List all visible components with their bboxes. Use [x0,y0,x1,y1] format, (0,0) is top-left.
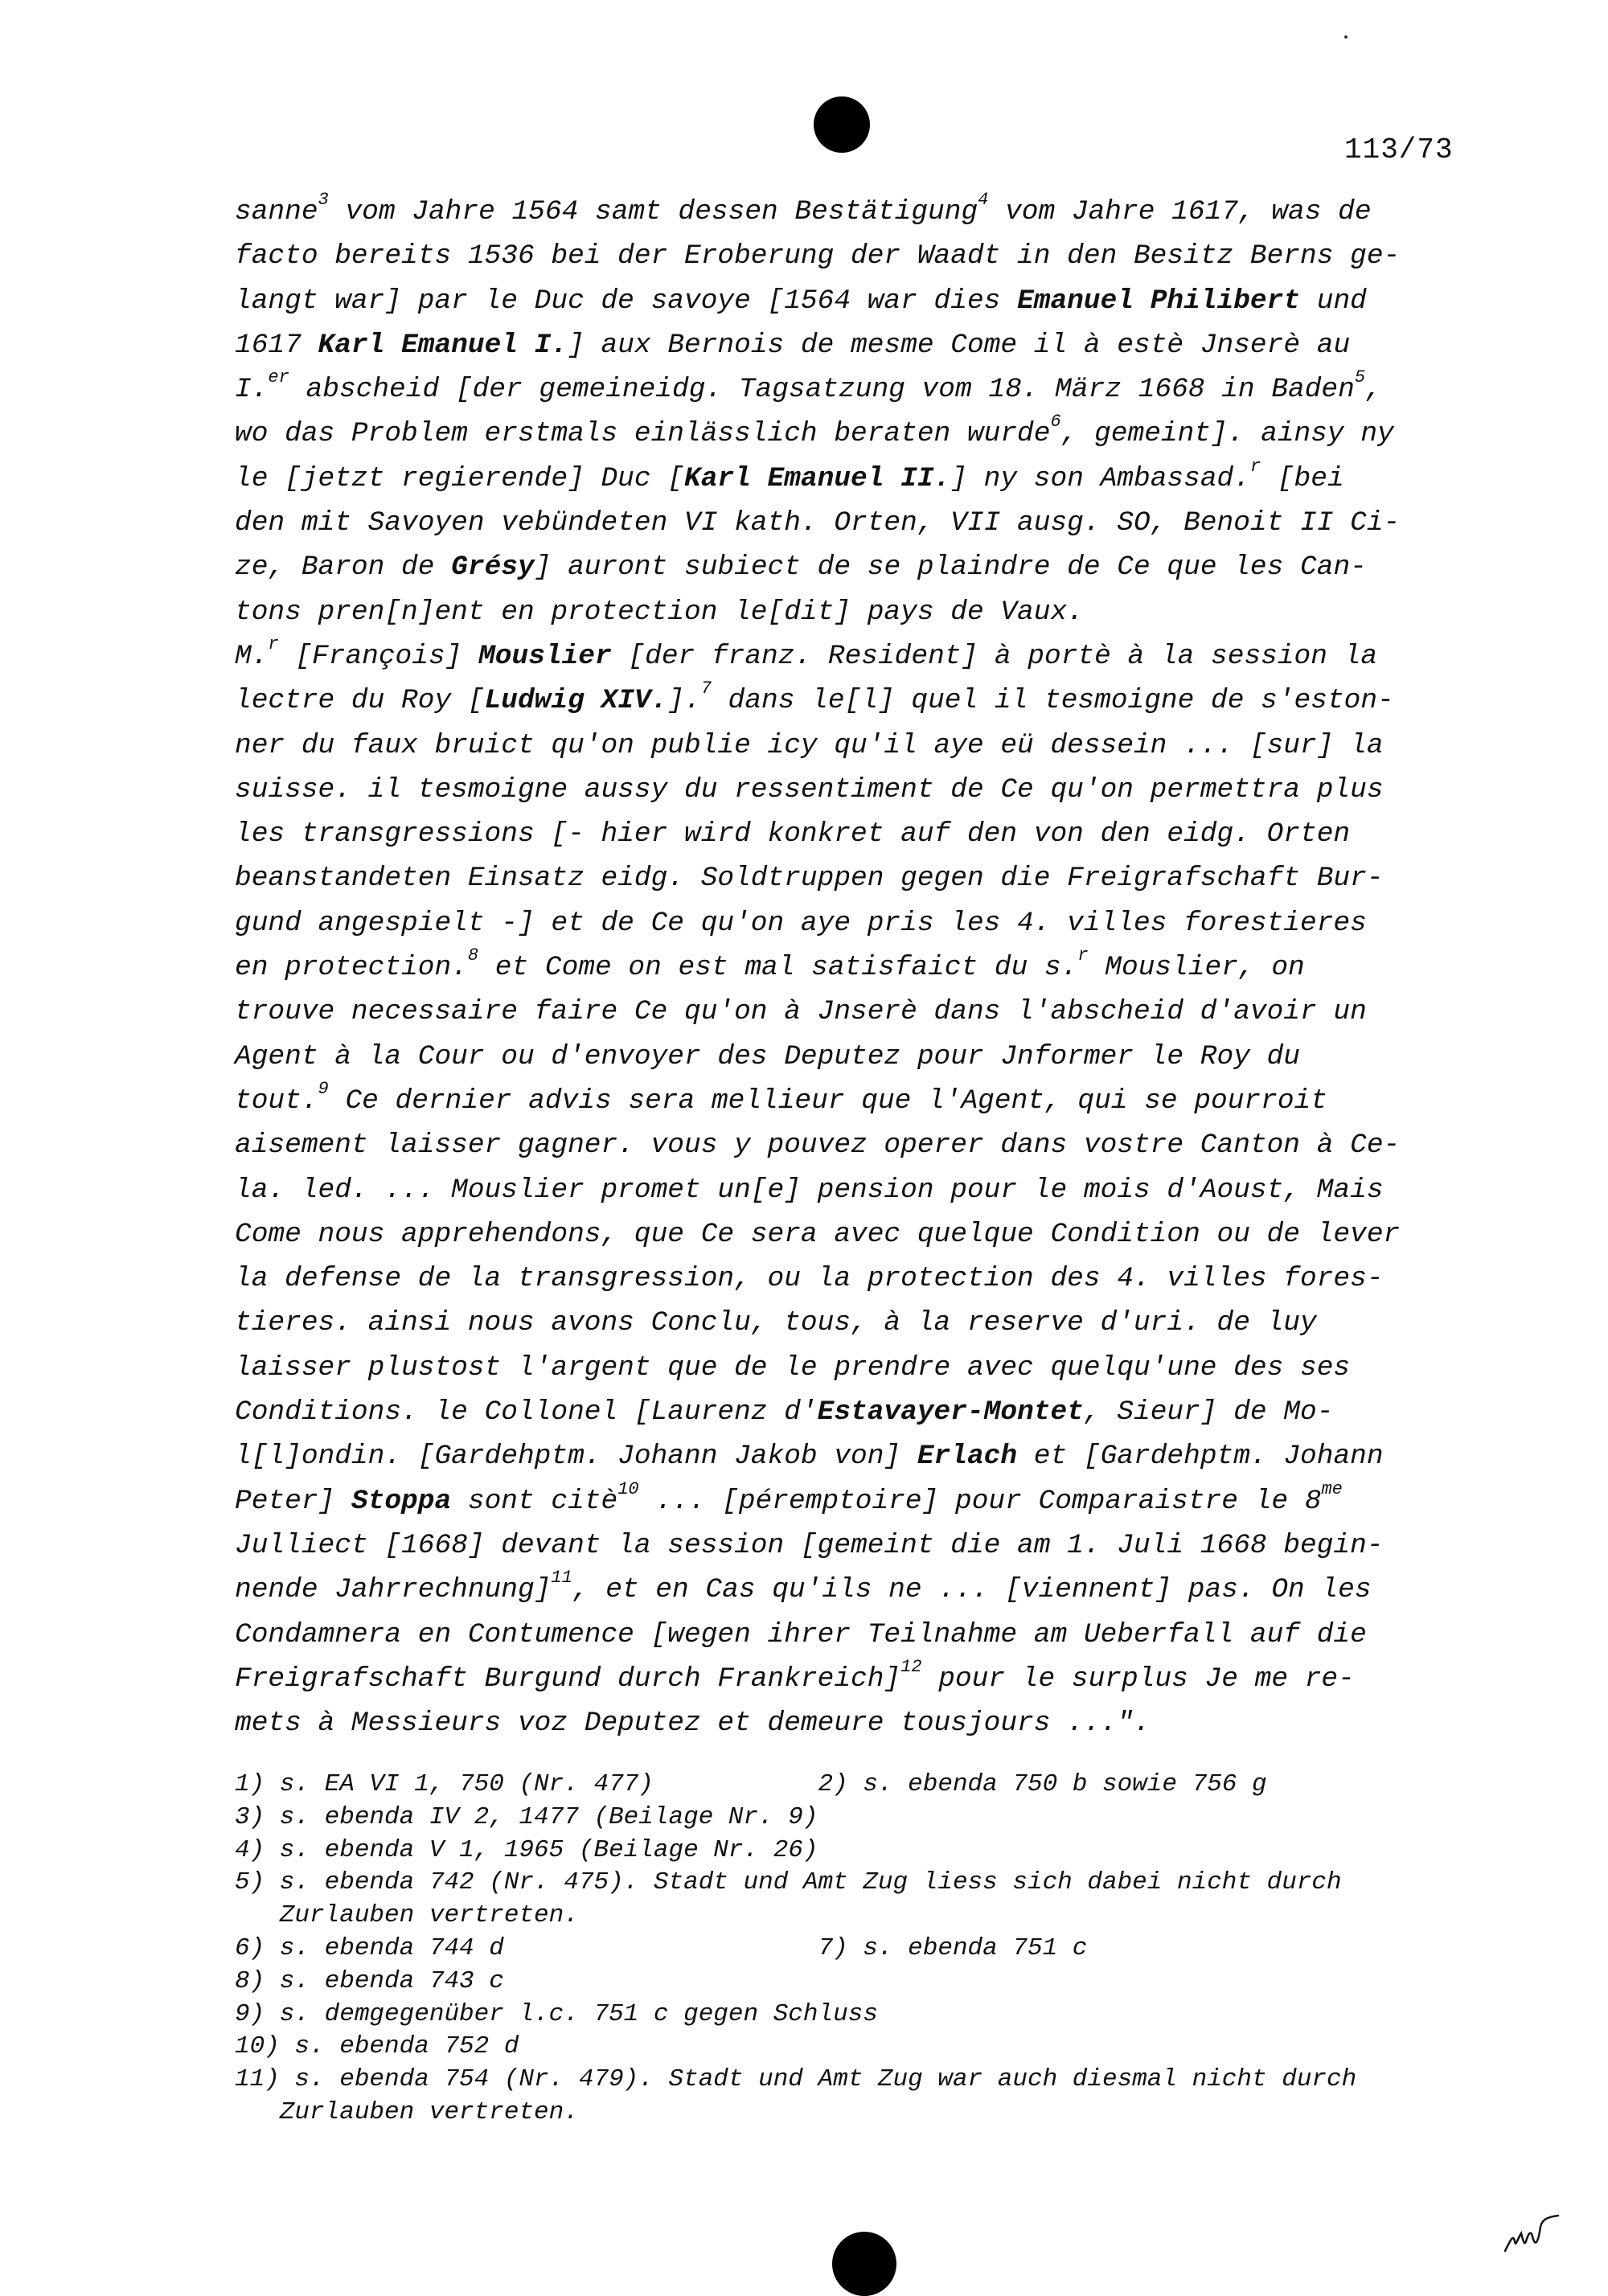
text-segment: vom Jahre 1617, was de [988,196,1372,228]
body-line [235,1035,1465,1079]
body-line [235,856,1465,900]
body-line [235,190,1465,234]
text-segment: gund angespielt -] et de Ce qu'on aye pris les 4. villes forestieres [235,907,1367,939]
body-line [235,1123,1465,1167]
text-segment: nende Jahrrechnung] [235,1574,552,1606]
footnote-line: 1) s. EA VI 1, 750 (Nr. 477) 2) s. ebenda 750 b sowie 756 g [235,1770,1267,1798]
text-segment: Freigrafschaft Burgund durch Frankreich] [235,1663,901,1695]
text-segment: langt war] par le Duc de savoye [1564 war dies [235,285,1018,317]
text-segment: suisse. il tesmoigne aussy du ressentiment de Ce qu'on permettra plus [235,773,1384,806]
footnote-ref: 8 [467,945,479,966]
text-segment: Come nous apprehendons, que Ce sera avec quelque Condition ou de lever [235,1218,1401,1250]
text-segment: Ce dernier advis sera mellieur que l'Agent, qui se pourroit [328,1084,1327,1117]
footnote-line: 8) s. ebenda 743 c [235,1966,504,1995]
text-segment: M. [235,640,269,672]
text-segment: trouve necessaire faire Ce qu'on à Jnserè dans l'abscheid d'avoir un [235,996,1367,1028]
body-line [235,1168,1465,1212]
text-segment: I. [235,374,269,406]
body-line [235,768,1465,812]
text-segment: [bei [1261,462,1344,494]
text-segment: tout. [235,1084,318,1117]
text-segment: [der franz. Resident] à portè à la session la [611,640,1378,672]
text-segment: la. led. ... Mouslier promet un[e] pension pour le mois d'Aoust, Mais [235,1174,1384,1206]
text-segment: sont citè [451,1485,618,1517]
footnote-ref: 3 [318,190,329,210]
body-line [235,990,1465,1034]
text-segment: sanne [235,196,318,228]
body-line [235,901,1465,945]
handwritten-initials [1502,2209,1563,2257]
footnote-line: 4) s. ebenda V 1, 1965 (Beilage Nr. 26) [235,1835,818,1864]
footnote-ref: 7 [700,679,712,699]
text-segment: mets à Messieurs voz Deputez et demeure tousjours ...". [235,1708,1151,1740]
body-line [235,1479,1465,1523]
text-segment: ner du faux bruict qu'on publie icy qu'il aye eü dessein ... [sur] la [235,729,1384,761]
footnote-ref: 5 [1354,367,1366,388]
body-line [235,1523,1465,1568]
body-line [235,945,1465,990]
footnote-ref: r [268,633,279,654]
text-segment: ] aux Bernois de mesme Come il à estè Jnserè au [568,329,1351,361]
text-segment: lectre du Roy [ [235,685,485,717]
footnote-ref: 9 [318,1078,329,1099]
footnote-line: 6) s. ebenda 744 d 7) s. ebenda 751 c [235,1933,1088,1962]
footnote-line: Zurlauben vertreten. [235,1901,579,1930]
bold-name: Emanuel Philibert [1017,285,1301,317]
body-line [235,1434,1465,1478]
body-line [235,234,1465,278]
bold-name: Ludwig XIV. [484,685,668,717]
body-line [235,457,1465,501]
body-line [235,590,1465,634]
text-segment: vom Jahre 1564 samt dessen Bestätigung [328,196,978,228]
text-segment: 1617 [235,329,318,361]
bold-name: Karl Emanuel I. [318,329,568,361]
footnote-ref: r [1077,945,1089,966]
body-line [235,1657,1465,1701]
text-segment: wo das Problem erstmals einlässlich beraten wurde [235,418,1051,450]
body-line [235,501,1465,545]
text-segment: [François] [278,640,479,672]
text-segment: facto bereits 1536 bei der Eroberung der Waadt in den Besitz Berns ge- [235,240,1401,273]
text-segment: Julliect [1668] devant la session [gemeint die am 1. Juli 1668 begin- [235,1529,1384,1561]
text-segment: laisser plustost l'argent que de le prendre avec quelqu'une des ses [235,1351,1351,1384]
bold-name: Estavayer-Montet [817,1396,1084,1429]
bold-name: Grésy [451,551,535,584]
punch-hole-top [814,96,870,153]
text-segment: le [jetzt regierende] Duc [ [235,462,684,494]
text-segment: et Come on est mal satisfaict du s. [478,952,1078,984]
text-segment: ... [péremptoire] pour Comparaistre le 8 [638,1485,1322,1517]
text-segment: pour le surplus Je me re- [921,1663,1355,1695]
footnote-ref: 12 [900,1656,922,1677]
body-line [235,724,1465,768]
text-segment: Peter] [235,1485,351,1517]
body-line [235,1390,1465,1434]
text-segment: aisement laisser gagner. vous y pouvez operer dans vostre Canton à Ce- [235,1130,1401,1162]
footnote-line: 9) s. demgegenüber l.c. 751 c gegen Schluss [235,1999,878,2028]
text-segment: und [1300,285,1367,317]
text-segment: Mouslier, on [1088,952,1305,984]
footnote-line: 3) s. ebenda IV 2, 1477 (Beilage Nr. 9) [235,1802,818,1831]
footnote-line: Zurlauben vertreten. [235,2097,579,2126]
text-segment: , [1365,374,1382,406]
text-segment: , et en Cas qu'ils ne ... [viennent] pas. On les [572,1574,1372,1606]
body-line [235,1701,1465,1745]
body-text [235,190,1465,1745]
text-segment: Agent à la Cour ou d'envoyer des Deputez pour Jnformer le Roy du [235,1040,1301,1072]
body-line [235,679,1465,723]
text-segment: la defense de la transgression, ou la protection des 4. villes fores- [235,1263,1384,1295]
text-segment: ]. [667,685,701,717]
body-line [235,1301,1465,1345]
text-segment: tieres. ainsi nous avons Conclu, tous, à la reserve d'uri. de luy [235,1307,1317,1339]
body-line [235,367,1465,412]
body-line [235,1568,1465,1612]
body-line [235,1212,1465,1257]
text-segment: en protection. [235,952,468,984]
text-segment: ] ny son Ambassad. [950,462,1250,494]
body-line [235,1346,1465,1390]
text-segment: dans le[l] quel il tesmoigne de s'eston- [711,685,1394,717]
footnote-line: 10) s. ebenda 752 d [235,2032,519,2061]
text-segment: les transgressions [- hier wird konkret auf den von den eidg. Orten [235,818,1351,851]
scan-speck [1344,35,1348,39]
footnote-ref: er [268,367,289,388]
body-line [235,545,1465,589]
footnote-line: 11) s. ebenda 754 (Nr. 479). Stadt und Amt Zug war auch diesmal nicht durch [235,2065,1357,2094]
text-segment: , gemeint]. ainsy ny [1060,418,1394,450]
footnote-ref: 4 [978,190,989,210]
text-segment: beanstandeten Einsatz eidg. Soldtruppen gegen die Freigrafschaft Bur- [235,863,1384,895]
body-line [235,1257,1465,1301]
page-number: 113/73 [1344,133,1454,166]
body-line [235,1613,1465,1657]
bold-name: Erlach [917,1441,1018,1473]
text-segment: ] auront subiect de se plaindre de Ce que les Can- [534,551,1367,584]
text-segment: Conditions. le Collonel [Laurenz d' [235,1396,818,1429]
text-segment: tons pren[n]ent en protection le[dit] pays de Vaux. [235,596,1084,628]
text-segment: den mit Savoyen vebündeten VI kath. Orten, VII ausg. SO, Benoit II Ci- [235,507,1401,539]
bold-name: Mouslier [478,640,612,672]
body-line [235,412,1465,456]
footnote-ref: 6 [1050,412,1061,433]
text-segment: l[l]ondin. [Gardehptm. Johann Jakob von] [235,1441,917,1473]
body-line [235,812,1465,856]
text-segment: , Sieur] de Mo- [1083,1396,1334,1429]
bold-name: Stoppa [351,1485,452,1517]
footnotes [235,1769,1465,2130]
text-segment: Condamnera en Contumence [wegen ihrer Teilnahme am Ueberfall auf die [235,1618,1367,1650]
footnote-ref: 10 [617,1478,639,1499]
bold-name: Karl Emanuel II. [684,462,951,494]
body-line [235,323,1465,367]
body-line [235,279,1465,323]
body-line [235,1079,1465,1123]
footnote-line: 5) s. ebenda 742 (Nr. 475). Stadt und Amt Zug liess sich dabei nicht durch [235,1868,1342,1897]
footnote-ref: r [1249,456,1261,477]
footnote-ref: me [1321,1478,1343,1499]
body-line [235,634,1465,679]
text-segment: et [Gardehptm. Johann [1017,1441,1384,1473]
text-segment: ze, Baron de [235,551,452,584]
footnote-ref: 11 [551,1568,572,1589]
punch-hole-bottom [832,2232,896,2296]
text-segment: abscheid [der gemeineidg. Tagsatzung vom 18. März 1668 in Baden [289,374,1355,406]
